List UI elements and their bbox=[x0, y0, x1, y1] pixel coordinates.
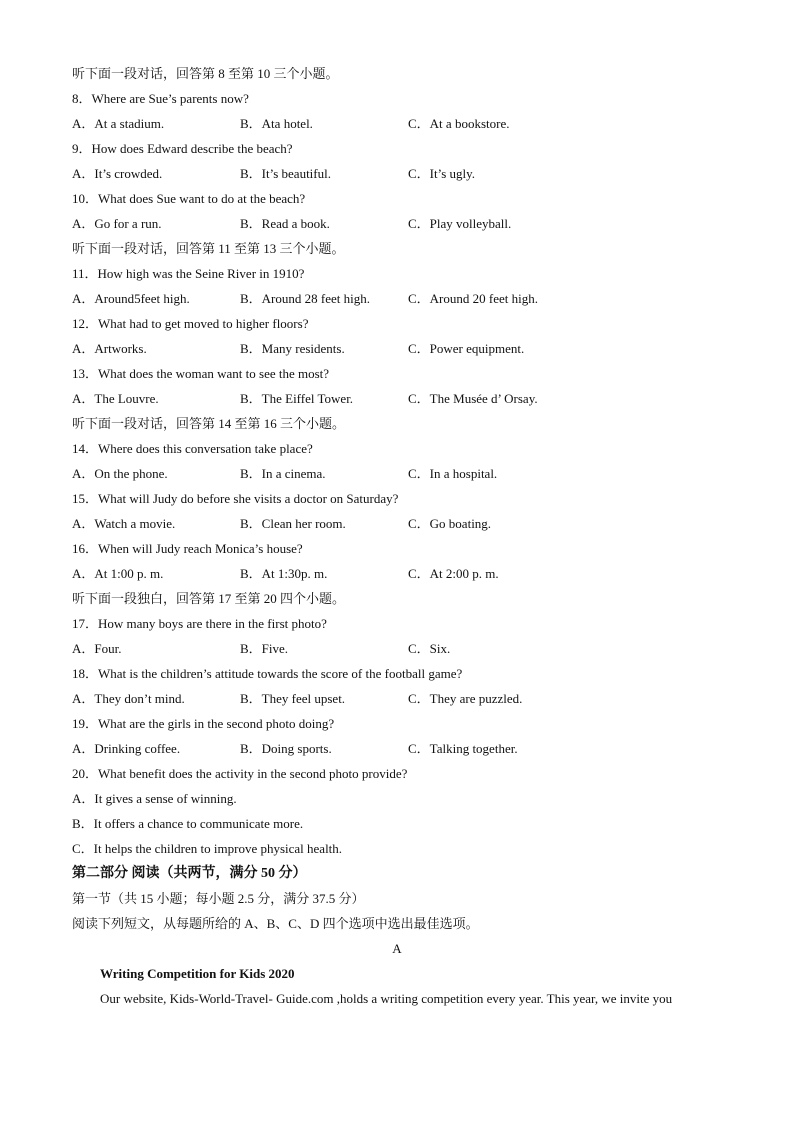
question-11: 11．How high was the Seine River in 1910? bbox=[72, 266, 305, 281]
question-19: 19．What are the girls in the second photo doing? bbox=[72, 716, 335, 731]
option-b: B．Many residents. bbox=[240, 341, 345, 356]
option-a: A．Four. bbox=[72, 641, 122, 656]
option-c: C．Go boating. bbox=[408, 516, 492, 531]
option-a: A．Drinking coffee. bbox=[72, 741, 181, 756]
question-18: 18．What is the children’s attitude towards the score of the football game? bbox=[72, 666, 463, 681]
option-c: C．At 2:00 p. m. bbox=[408, 566, 499, 581]
option-a: A．The Louvre. bbox=[72, 391, 159, 406]
option-a: A．At a stadium. bbox=[72, 116, 165, 131]
option-a: A．It’s crowded. bbox=[72, 166, 163, 181]
part-title: 第二部分 阅读（共两节，满分 50 分） bbox=[72, 866, 307, 881]
passage-title: Writing Competition for Kids 2020 bbox=[100, 966, 295, 981]
option-a: A．Artworks. bbox=[72, 341, 147, 356]
question-8: 8．Where are Sue’s parents now? bbox=[72, 91, 249, 106]
option-a: A．Watch a movie. bbox=[72, 516, 176, 531]
option-b: B．In a cinema. bbox=[240, 466, 326, 481]
section-heading: 听下面一段对话，回答第 14 至第 16 三个小题。 bbox=[72, 416, 346, 431]
question-13: 13．What does the woman want to see the most? bbox=[72, 366, 330, 381]
option-c: C．Talking together. bbox=[408, 741, 518, 756]
option-c: C．Play volleyball. bbox=[408, 216, 512, 231]
option-b: B．Clean her room. bbox=[240, 516, 346, 531]
question-15: 15．What will Judy do before she visits a doctor on Saturday? bbox=[72, 491, 399, 506]
option-a: A．Around5feet high. bbox=[72, 291, 190, 306]
option-c: C．It’s ugly. bbox=[408, 166, 476, 181]
option-c: C．Power equipment. bbox=[408, 341, 525, 356]
question-16: 16．When will Judy reach Monica’s house? bbox=[72, 541, 303, 556]
option-c: C．At a bookstore. bbox=[408, 116, 510, 131]
section-subtitle: 第一节（共 15 小题；每小题 2.5 分，满分 37.5 分） bbox=[72, 891, 365, 906]
option-c: C．Six. bbox=[408, 641, 451, 656]
option-c: C．It helps the children to improve physical health. bbox=[72, 841, 343, 856]
option-b: B．Around 28 feet high. bbox=[240, 291, 370, 306]
option-c: C．Around 20 feet high. bbox=[408, 291, 538, 306]
instruction: 阅读下列短文，从每题所给的 A、B、C、D 四个选项中选出最佳选项。 bbox=[72, 916, 479, 931]
option-a: A．At 1:00 p. m. bbox=[72, 566, 164, 581]
question-20: 20．What benefit does the activity in the second photo provide? bbox=[72, 766, 408, 781]
option-c: C．In a hospital. bbox=[408, 466, 498, 481]
option-b: B．Read a book. bbox=[240, 216, 330, 231]
option-b: B．They feel upset. bbox=[240, 691, 346, 706]
section-heading: 听下面一段独白，回答第 17 至第 20 四个小题。 bbox=[72, 591, 346, 606]
option-b: B．At 1:30p. m. bbox=[240, 566, 328, 581]
option-b: B．It’s beautiful. bbox=[240, 166, 331, 181]
question-9: 9．How does Edward describe the beach? bbox=[72, 141, 293, 156]
question-12: 12．What had to get moved to higher floors? bbox=[72, 316, 309, 331]
option-a: A．It gives a sense of winning. bbox=[72, 791, 237, 806]
option-c: C．They are puzzled. bbox=[408, 691, 523, 706]
option-a: A．On the phone. bbox=[72, 466, 168, 481]
option-b: B．Five. bbox=[240, 641, 289, 656]
option-b: B．The Eiffel Tower. bbox=[240, 391, 354, 406]
section-heading: 听下面一段对话，回答第 8 至第 10 三个小题。 bbox=[72, 66, 339, 81]
option-b: B．Ata hotel. bbox=[240, 116, 313, 131]
option-b: B．Doing sports. bbox=[240, 741, 332, 756]
question-17: 17．How many boys are there in the first photo? bbox=[72, 616, 327, 631]
passage-text: Our website, Kids-World-Travel- Guide.com ,holds a writing competition every year. This year, we invite you bbox=[100, 991, 673, 1006]
option-a: A．They don’t mind. bbox=[72, 691, 185, 706]
question-10: 10．What does Sue want to do at the beach? bbox=[72, 191, 306, 206]
question-14: 14．Where does this conversation take place? bbox=[72, 441, 313, 456]
option-b: B．It offers a chance to communicate more. bbox=[72, 816, 304, 831]
option-c: C．The Musée d’ Orsay. bbox=[408, 391, 538, 406]
passage-label: A bbox=[392, 941, 402, 956]
section-heading: 听下面一段对话，回答第 11 至第 13 三个小题。 bbox=[72, 241, 345, 256]
option-a: A．Go for a run. bbox=[72, 216, 162, 231]
